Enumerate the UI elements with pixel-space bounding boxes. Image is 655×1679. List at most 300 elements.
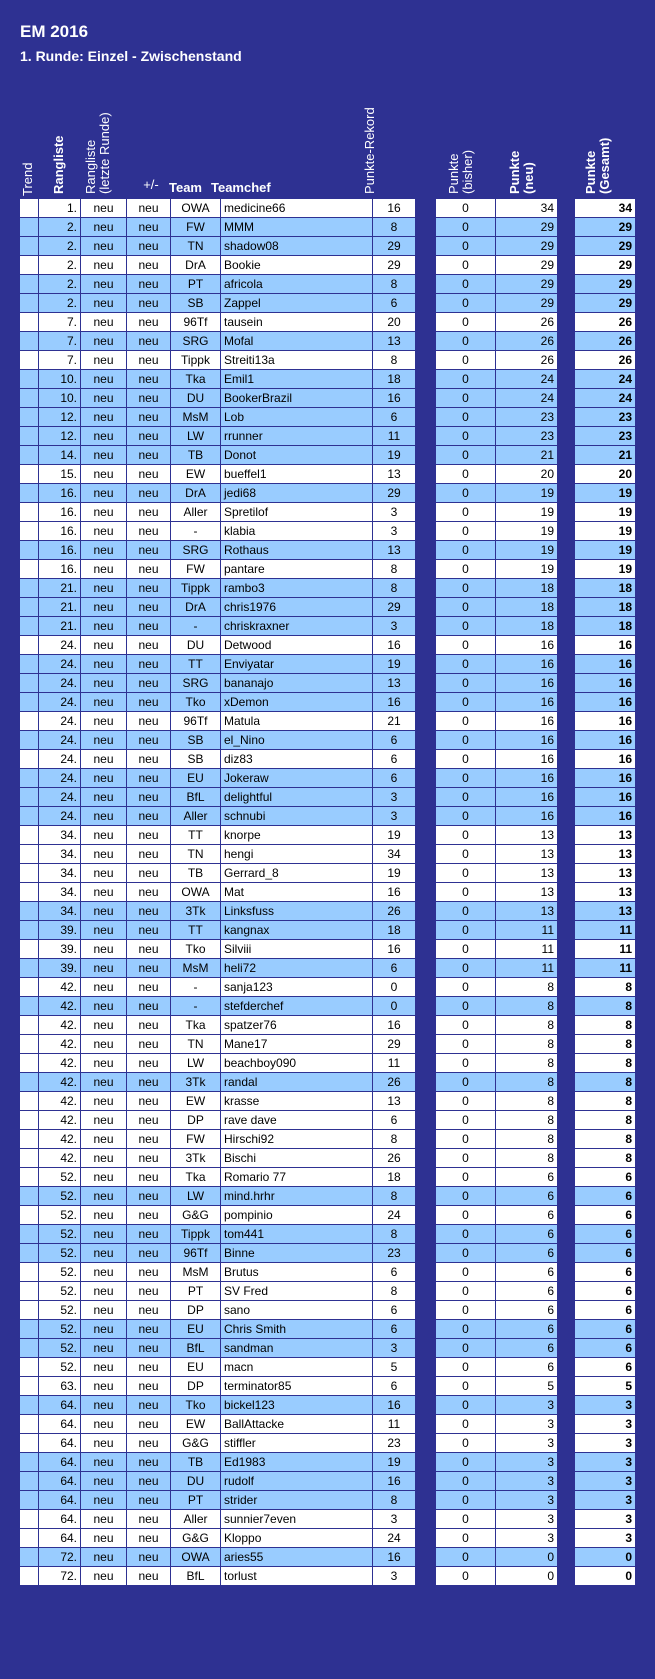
table-row: [436, 484, 558, 503]
plusminus-cell: neu: [127, 579, 171, 598]
neu-cell: 3: [496, 1472, 558, 1491]
table-row: [575, 731, 636, 750]
trend-cell: [20, 1092, 39, 1111]
table-row: [575, 1453, 636, 1472]
neu-cell: 18: [496, 617, 558, 636]
gesamt-cell: 23: [575, 427, 636, 446]
rekord-cell: 8: [373, 560, 416, 579]
table-row: [373, 1035, 416, 1054]
table-row: [373, 465, 416, 484]
table-row: [575, 598, 636, 617]
bisher-cell: 0: [436, 256, 496, 275]
teamchef-cell: Chris Smith: [221, 1320, 373, 1339]
table-row: [373, 1263, 416, 1282]
table-row: [575, 1111, 636, 1130]
gesamt-cell: 16: [575, 769, 636, 788]
table-row: [373, 921, 416, 940]
rank-cell: 16.: [39, 522, 81, 541]
table-row: [20, 1396, 39, 1415]
rekord-cell: 8: [373, 1225, 416, 1244]
teamchef-cell: rrunner: [221, 427, 373, 446]
rekord-cell: 6: [373, 1263, 416, 1282]
rank-cell: 7.: [39, 332, 81, 351]
team-cell: TT: [171, 655, 221, 674]
rekord-cell: 0: [373, 978, 416, 997]
gesamt-cell: 13: [575, 883, 636, 902]
table-row: [575, 788, 636, 807]
bisher-cell: 0: [436, 1187, 496, 1206]
trend-cell: [20, 1396, 39, 1415]
last-rank-cell: neu: [81, 1548, 127, 1567]
teamchef-cell: MMM: [221, 218, 373, 237]
table-row: [575, 750, 636, 769]
plusminus-cell: neu: [127, 256, 171, 275]
table-row: [436, 351, 558, 370]
plusminus-cell: neu: [127, 1244, 171, 1263]
rekord-cell: 3: [373, 522, 416, 541]
rekord-cell: 8: [373, 1187, 416, 1206]
last-rank-cell: neu: [81, 693, 127, 712]
trend-cell: [20, 864, 39, 883]
table-row: [373, 1453, 416, 1472]
teamchef-cell: SV Fred: [221, 1282, 373, 1301]
teamchef-cell: beachboy090: [221, 1054, 373, 1073]
gesamt-cell: 6: [575, 1358, 636, 1377]
teamchef-cell: hengi: [221, 845, 373, 864]
table-row: [20, 902, 39, 921]
bisher-cell: 0: [436, 313, 496, 332]
bisher-cell: 0: [436, 522, 496, 541]
table-row: [575, 883, 636, 902]
trend-cell: [20, 826, 39, 845]
table-row: [575, 237, 636, 256]
table-row: [20, 560, 39, 579]
teamchef-cell: Bookie: [221, 256, 373, 275]
gesamt-cell: 19: [575, 541, 636, 560]
trend-cell: [20, 503, 39, 522]
table-row: [39, 864, 373, 883]
neu-cell: 6: [496, 1339, 558, 1358]
team-cell: Tippk: [171, 579, 221, 598]
rekord-cell: 6: [373, 1301, 416, 1320]
teamchef-cell: Mat: [221, 883, 373, 902]
last-rank-cell: neu: [81, 712, 127, 731]
team-cell: PT: [171, 1282, 221, 1301]
rekord-cell: 3: [373, 503, 416, 522]
table-row: [436, 1244, 558, 1263]
table-row: [373, 864, 416, 883]
table-row: [436, 1415, 558, 1434]
trend-cell: [20, 1168, 39, 1187]
neu-cell: 11: [496, 921, 558, 940]
table-row: [436, 826, 558, 845]
table-row: [20, 1510, 39, 1529]
rank-cell: 64.: [39, 1472, 81, 1491]
trend-cell: [20, 541, 39, 560]
table-row: [436, 883, 558, 902]
table-row: [20, 1339, 39, 1358]
table-row: [575, 465, 636, 484]
table-row: [436, 636, 558, 655]
table-row: [373, 731, 416, 750]
table-row: [373, 598, 416, 617]
bisher-cell: 0: [436, 1092, 496, 1111]
table-row: [373, 446, 416, 465]
plusminus-cell: neu: [127, 465, 171, 484]
table-row: [373, 522, 416, 541]
table-row: [39, 1130, 373, 1149]
rekord-cell: 13: [373, 541, 416, 560]
team-cell: MsM: [171, 1263, 221, 1282]
trend-cell: [20, 1187, 39, 1206]
neu-cell: 29: [496, 294, 558, 313]
teamchef-cell: Donot: [221, 446, 373, 465]
gesamt-cell: 26: [575, 313, 636, 332]
teamchef-cell: torlust: [221, 1567, 373, 1586]
last-rank-cell: neu: [81, 959, 127, 978]
table-row: [436, 503, 558, 522]
bisher-cell: 0: [436, 1510, 496, 1529]
team-cell: 96Tf: [171, 1244, 221, 1263]
table-row: [373, 769, 416, 788]
trend-cell: [20, 978, 39, 997]
bisher-cell: 0: [436, 1168, 496, 1187]
rekord-cell: 8: [373, 1491, 416, 1510]
rank-cell: 42.: [39, 978, 81, 997]
rank-cell: 24.: [39, 636, 81, 655]
team-cell: EU: [171, 1358, 221, 1377]
table-row: [575, 826, 636, 845]
trend-cell: [20, 1320, 39, 1339]
table-row: [436, 807, 558, 826]
header-bisher-2: (bisher): [460, 149, 475, 194]
plusminus-cell: neu: [127, 560, 171, 579]
team-cell: DU: [171, 389, 221, 408]
rank-cell: 2.: [39, 294, 81, 313]
neu-cell: 16: [496, 674, 558, 693]
table-row: [373, 332, 416, 351]
last-rank-cell: neu: [81, 294, 127, 313]
header-plusminus: +/-: [143, 177, 159, 192]
table-row: [373, 1054, 416, 1073]
gesamt-cell: 16: [575, 674, 636, 693]
table-row: [39, 1548, 373, 1567]
rekord-cell: 23: [373, 1434, 416, 1453]
neu-cell: 6: [496, 1187, 558, 1206]
rank-cell: 64.: [39, 1491, 81, 1510]
trend-cell: [20, 902, 39, 921]
plusminus-cell: neu: [127, 788, 171, 807]
page-title: EM 2016: [20, 22, 89, 41]
table-row: [373, 1130, 416, 1149]
rekord-cell: 11: [373, 1054, 416, 1073]
trend-cell: [20, 1453, 39, 1472]
teamchef-cell: Gerrard_8: [221, 864, 373, 883]
trend-cell: [20, 1415, 39, 1434]
table-row: [20, 484, 39, 503]
team-cell: Aller: [171, 807, 221, 826]
bisher-cell: 0: [436, 617, 496, 636]
bisher-cell: 0: [436, 1301, 496, 1320]
rekord-cell: 29: [373, 256, 416, 275]
neu-cell: 3: [496, 1510, 558, 1529]
table-row: [373, 1244, 416, 1263]
header-trend: Trend: [20, 162, 35, 196]
table-row: [436, 712, 558, 731]
table-row: [39, 1320, 373, 1339]
table-row: [575, 1206, 636, 1225]
gesamt-cell: 24: [575, 370, 636, 389]
team-cell: Tko: [171, 940, 221, 959]
last-rank-cell: neu: [81, 1472, 127, 1491]
table-row: [20, 1567, 39, 1586]
bisher-cell: 0: [436, 199, 496, 218]
teamchef-cell: spatzer76: [221, 1016, 373, 1035]
team-cell: BfL: [171, 1567, 221, 1586]
bisher-cell: 0: [436, 484, 496, 503]
last-rank-cell: neu: [81, 427, 127, 446]
rekord-cell: 26: [373, 1149, 416, 1168]
table-row: [20, 940, 39, 959]
rank-cell: 72.: [39, 1567, 81, 1586]
table-row: [39, 959, 373, 978]
neu-cell: 8: [496, 1130, 558, 1149]
plusminus-cell: neu: [127, 1301, 171, 1320]
last-rank-cell: neu: [81, 902, 127, 921]
rekord-cell: 24: [373, 1206, 416, 1225]
teamchef-cell: Brutus: [221, 1263, 373, 1282]
team-cell: DrA: [171, 484, 221, 503]
trend-cell: [20, 522, 39, 541]
table-row: [436, 1339, 558, 1358]
rank-cell: 1.: [39, 199, 81, 218]
team-cell: LW: [171, 1054, 221, 1073]
bisher-cell: 0: [436, 1320, 496, 1339]
trend-cell: [20, 389, 39, 408]
table-row: [575, 1130, 636, 1149]
table-row: [436, 1396, 558, 1415]
table-row: [436, 845, 558, 864]
gesamt-cell: 8: [575, 1149, 636, 1168]
teamchef-cell: chriskraxner: [221, 617, 373, 636]
neu-cell: 23: [496, 427, 558, 446]
gesamt-cell: 11: [575, 940, 636, 959]
plusminus-cell: neu: [127, 484, 171, 503]
gesamt-cell: 8: [575, 997, 636, 1016]
trend-cell: [20, 1111, 39, 1130]
table-row: [20, 1453, 39, 1472]
table-row: [436, 541, 558, 560]
rank-cell: 10.: [39, 370, 81, 389]
table-row: [20, 959, 39, 978]
neu-cell: 8: [496, 1035, 558, 1054]
rekord-cell: 6: [373, 294, 416, 313]
bisher-cell: 0: [436, 769, 496, 788]
last-rank-cell: neu: [81, 389, 127, 408]
table-row: [436, 1016, 558, 1035]
page-subtitle: 1. Runde: Einzel - Zwischenstand: [20, 48, 242, 64]
neu-cell: 6: [496, 1358, 558, 1377]
last-rank-cell: neu: [81, 731, 127, 750]
gesamt-cell: 19: [575, 560, 636, 579]
table-row: [436, 1453, 558, 1472]
teamchef-cell: Binne: [221, 1244, 373, 1263]
plusminus-cell: neu: [127, 598, 171, 617]
trend-cell: [20, 1510, 39, 1529]
team-cell: G&G: [171, 1434, 221, 1453]
last-rank-cell: neu: [81, 921, 127, 940]
bisher-cell: 0: [436, 693, 496, 712]
rank-cell: 10.: [39, 389, 81, 408]
table-row: [436, 1434, 558, 1453]
rank-cell: 16.: [39, 541, 81, 560]
team-cell: TN: [171, 1035, 221, 1054]
table-row: [39, 1339, 373, 1358]
neu-cell: 6: [496, 1168, 558, 1187]
neu-cell: 16: [496, 731, 558, 750]
plusminus-cell: neu: [127, 636, 171, 655]
plusminus-cell: neu: [127, 1016, 171, 1035]
teamchef-cell: tom441: [221, 1225, 373, 1244]
trend-cell: [20, 1491, 39, 1510]
rank-cell: 16.: [39, 503, 81, 522]
table-row: [575, 446, 636, 465]
bisher-cell: 0: [436, 1130, 496, 1149]
plusminus-cell: neu: [127, 1453, 171, 1472]
bisher-cell: 0: [436, 1358, 496, 1377]
table-row: [20, 788, 39, 807]
table-row: [39, 1358, 373, 1377]
plusminus-cell: neu: [127, 1339, 171, 1358]
trend-cell: [20, 294, 39, 313]
neu-cell: 13: [496, 902, 558, 921]
table-row: [20, 351, 39, 370]
table-row: [373, 1358, 416, 1377]
gesamt-cell: 29: [575, 237, 636, 256]
table-row: [373, 1168, 416, 1187]
rekord-cell: 8: [373, 275, 416, 294]
rank-cell: 64.: [39, 1510, 81, 1529]
bisher-cell: 0: [436, 1073, 496, 1092]
rank-cell: 64.: [39, 1453, 81, 1472]
table-row: [436, 408, 558, 427]
last-rank-cell: neu: [81, 275, 127, 294]
gesamt-cell: 19: [575, 484, 636, 503]
rekord-cell: 19: [373, 864, 416, 883]
bisher-cell: 0: [436, 1206, 496, 1225]
rank-cell: 52.: [39, 1301, 81, 1320]
neu-cell: 29: [496, 237, 558, 256]
bisher-cell: 0: [436, 427, 496, 446]
table-row: [436, 465, 558, 484]
table-row: [436, 1320, 558, 1339]
gesamt-cell: 29: [575, 275, 636, 294]
team-cell: EW: [171, 465, 221, 484]
table-row: [575, 1339, 636, 1358]
table-row: [20, 370, 39, 389]
team-cell: -: [171, 997, 221, 1016]
plusminus-cell: neu: [127, 807, 171, 826]
rank-cell: 34.: [39, 826, 81, 845]
table-row: [575, 940, 636, 959]
team-cell: MsM: [171, 408, 221, 427]
trend-cell: [20, 1054, 39, 1073]
gesamt-cell: 3: [575, 1510, 636, 1529]
rank-cell: 2.: [39, 256, 81, 275]
table-row: [20, 1548, 39, 1567]
bisher-cell: 0: [436, 883, 496, 902]
table-row: [436, 1282, 558, 1301]
table-row: [39, 351, 373, 370]
table-row: [39, 1396, 373, 1415]
table-row: [20, 826, 39, 845]
rank-cell: 72.: [39, 1548, 81, 1567]
plusminus-cell: neu: [127, 275, 171, 294]
header-gesamt-1: Punkte: [583, 150, 598, 194]
rank-cell: 42.: [39, 1054, 81, 1073]
plusminus-cell: neu: [127, 1415, 171, 1434]
gesamt-cell: 11: [575, 921, 636, 940]
rekord-cell: 3: [373, 807, 416, 826]
gesamt-cell: 3: [575, 1396, 636, 1415]
teamchef-cell: Romario 77: [221, 1168, 373, 1187]
table-row: [436, 1092, 558, 1111]
table-row: [575, 1510, 636, 1529]
table-row: [39, 275, 373, 294]
trend-cell: [20, 408, 39, 427]
gesamt-cell: 3: [575, 1453, 636, 1472]
teamchef-cell: rambo3: [221, 579, 373, 598]
rank-cell: 21.: [39, 579, 81, 598]
table-row: [575, 1434, 636, 1453]
table-row: [39, 883, 373, 902]
table-row: [575, 1168, 636, 1187]
gesamt-cell: 5: [575, 1377, 636, 1396]
plusminus-cell: neu: [127, 1073, 171, 1092]
teamchef-cell: rudolf: [221, 1472, 373, 1491]
plusminus-cell: neu: [127, 1225, 171, 1244]
header-bisher-1: Punkte: [446, 153, 461, 194]
table-row: [436, 997, 558, 1016]
table-row: [575, 978, 636, 997]
table-row: [20, 1187, 39, 1206]
plusminus-cell: neu: [127, 1548, 171, 1567]
last-rank-cell: neu: [81, 1415, 127, 1434]
plusminus-cell: neu: [127, 1396, 171, 1415]
plusminus-cell: neu: [127, 940, 171, 959]
plusminus-cell: neu: [127, 1054, 171, 1073]
gesamt-cell: 16: [575, 712, 636, 731]
table-row: [575, 921, 636, 940]
last-rank-cell: neu: [81, 218, 127, 237]
team-cell: G&G: [171, 1529, 221, 1548]
table-row: [20, 446, 39, 465]
table-row: [575, 579, 636, 598]
table-row: [39, 408, 373, 427]
table-row: [39, 940, 373, 959]
rank-cell: 42.: [39, 1111, 81, 1130]
table-row: [39, 1453, 373, 1472]
last-rank-cell: neu: [81, 997, 127, 1016]
table-row: [20, 769, 39, 788]
table-row: [39, 788, 373, 807]
rank-cell: 42.: [39, 1016, 81, 1035]
table-row: [20, 522, 39, 541]
teamchef-cell: bickel123: [221, 1396, 373, 1415]
team-cell: Tippk: [171, 1225, 221, 1244]
bisher-cell: 0: [436, 1244, 496, 1263]
team-cell: Tka: [171, 1016, 221, 1035]
